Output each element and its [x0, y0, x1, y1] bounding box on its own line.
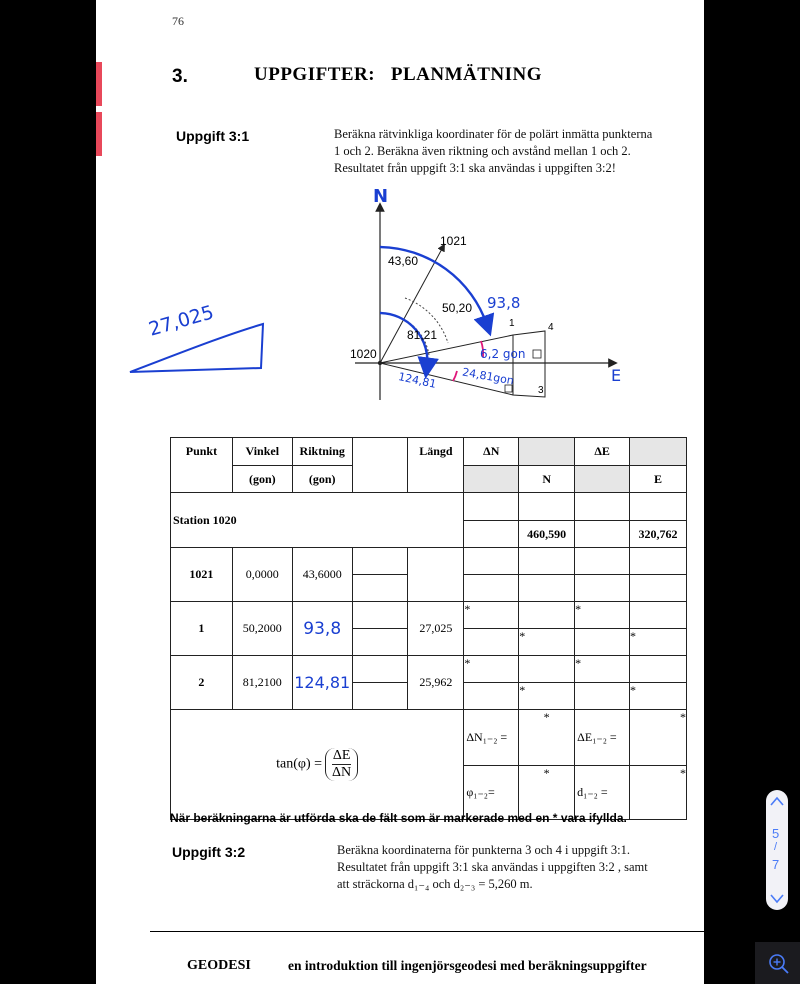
row-riktning: 43,6000 [292, 548, 352, 602]
phi-12-label: φ₁₋₂= [464, 766, 519, 820]
delta-n-12-label: ΔN₁₋₂ = [464, 710, 519, 766]
current-page: 5 [772, 826, 780, 841]
page-separator: / [774, 841, 778, 853]
required-marker: * [519, 683, 575, 710]
required-marker: * [519, 710, 575, 766]
handwritten-direction-93: 93,8 [487, 294, 521, 312]
required-marker: * [630, 683, 687, 710]
point-label-1020: 1020 [350, 347, 377, 361]
header-dn: ΔN [464, 438, 519, 466]
row-punkt: 2 [171, 656, 233, 710]
text-line: Beräkna koordinaterna för punkterna 3 och 4 i uppgift 3:1. [337, 843, 630, 857]
chevron-up-icon[interactable] [770, 796, 784, 806]
row-vinkel: 50,2000 [232, 602, 292, 656]
task-description [334, 126, 694, 177]
task-heading: Uppgift 3:1 [176, 128, 250, 144]
header-e: E [630, 466, 687, 493]
chapter-title: UPPGIFTER: PLANMÄTNING [254, 64, 543, 85]
header-unit-gon: (gon) [232, 466, 292, 493]
point-label-3: 3 [538, 385, 544, 396]
station-e-value: 320,762 [630, 521, 687, 548]
required-marker: * [575, 602, 630, 629]
point-label-1: 1 [509, 318, 515, 329]
handwritten-angle-6-2: 6,2 gon [480, 347, 526, 361]
header-langd: Längd [408, 438, 464, 493]
formula-cell [171, 710, 464, 820]
header-riktning: Riktning [292, 438, 352, 466]
text-line: att sträckorna d₁₋₄ och d₂₋₃ = 5,260 m. [337, 877, 533, 891]
formula-lhs: tan(φ) = [276, 756, 323, 772]
row-punkt: 1021 [171, 548, 233, 602]
required-marker: * [464, 656, 519, 683]
angle-label-81: 81,21 [407, 328, 438, 342]
total-pages: 7 [772, 857, 780, 872]
handwritten-length: 27,025 [146, 301, 217, 341]
row-vinkel: 81,2100 [232, 656, 292, 710]
text-line: Beräkna rätvinkliga koordinater för de polärt inmätta punkterna [334, 127, 653, 141]
station-label: Station 1020 [171, 493, 464, 548]
handwritten-angle-24-81: 24,81gon [461, 365, 515, 388]
delta-e-12-label: ΔE₁₋₂ = [575, 710, 630, 766]
header-n: N [519, 466, 575, 493]
zoom-in-icon [767, 952, 791, 976]
required-marker: * [630, 710, 687, 766]
n-axis-label: N [373, 186, 389, 207]
required-marker: * [464, 602, 519, 629]
text-line: Resultatet från uppgift 3:1 ska användas i uppgiften 3:2! [334, 161, 616, 175]
chapter-number: 3. [172, 66, 188, 87]
required-marker: * [575, 656, 630, 683]
angle-label-43: 43,60 [388, 254, 419, 268]
page-number: 76 [172, 14, 184, 28]
formula-denominator: ΔN [332, 765, 352, 780]
row-langd: 27,025 [408, 602, 464, 656]
text-line: Resultatet från uppgift 3:1 ska användas i uppgiften 3:2 , samt [337, 860, 648, 874]
formula-numerator: ΔE [332, 748, 351, 763]
text-line: 1 och 2. Beräkna även riktning och avstånd mellan 1 och 2. [334, 144, 631, 158]
point-label-4: 4 [548, 322, 554, 333]
row-riktning-handwritten: 124,81 [292, 656, 352, 710]
footer-divider [150, 931, 705, 932]
bookmark-tab [96, 62, 102, 106]
bookmark-tab [96, 112, 102, 156]
task-description [337, 842, 697, 893]
required-marker: * [630, 629, 687, 656]
required-marker: * [630, 766, 687, 820]
chevron-down-icon[interactable] [770, 894, 784, 904]
page-navigator [766, 790, 788, 910]
footer-subtitle: en introduktion till ingenjörsgeodesi med beräkningsuppgifter [288, 958, 647, 973]
required-marker: * [519, 766, 575, 820]
station-n-value: 460,590 [519, 521, 575, 548]
calculation-table [170, 437, 687, 820]
row-riktning-handwritten: 93,8 [292, 602, 352, 656]
footer-book-title: GEODESI [187, 958, 251, 973]
header-de: ΔE [575, 438, 630, 466]
header-vinkel: Vinkel [232, 438, 292, 466]
row-langd: 25,962 [408, 656, 464, 710]
handwritten-direction-124: 124,81 [397, 370, 438, 391]
point-label-1021: 1021 [440, 234, 467, 248]
row-langd [408, 548, 464, 602]
e-axis-label: E [611, 366, 622, 385]
header-unit-gon: (gon) [292, 466, 352, 493]
row-vinkel: 0,0000 [232, 548, 292, 602]
d-12-label: d₁₋₂ = [575, 766, 630, 820]
required-marker: * [519, 629, 575, 656]
row-punkt: 1 [171, 602, 233, 656]
zoom-button[interactable] [755, 942, 800, 984]
angle-label-50: 50,20 [442, 301, 473, 315]
formula-fraction [325, 748, 358, 781]
table-note: När beräkningarna är utförda ska de fält som är markerade med en * vara ifyllda. [170, 811, 627, 825]
task-heading: Uppgift 3:2 [172, 844, 246, 860]
header-punkt: Punkt [171, 438, 233, 493]
